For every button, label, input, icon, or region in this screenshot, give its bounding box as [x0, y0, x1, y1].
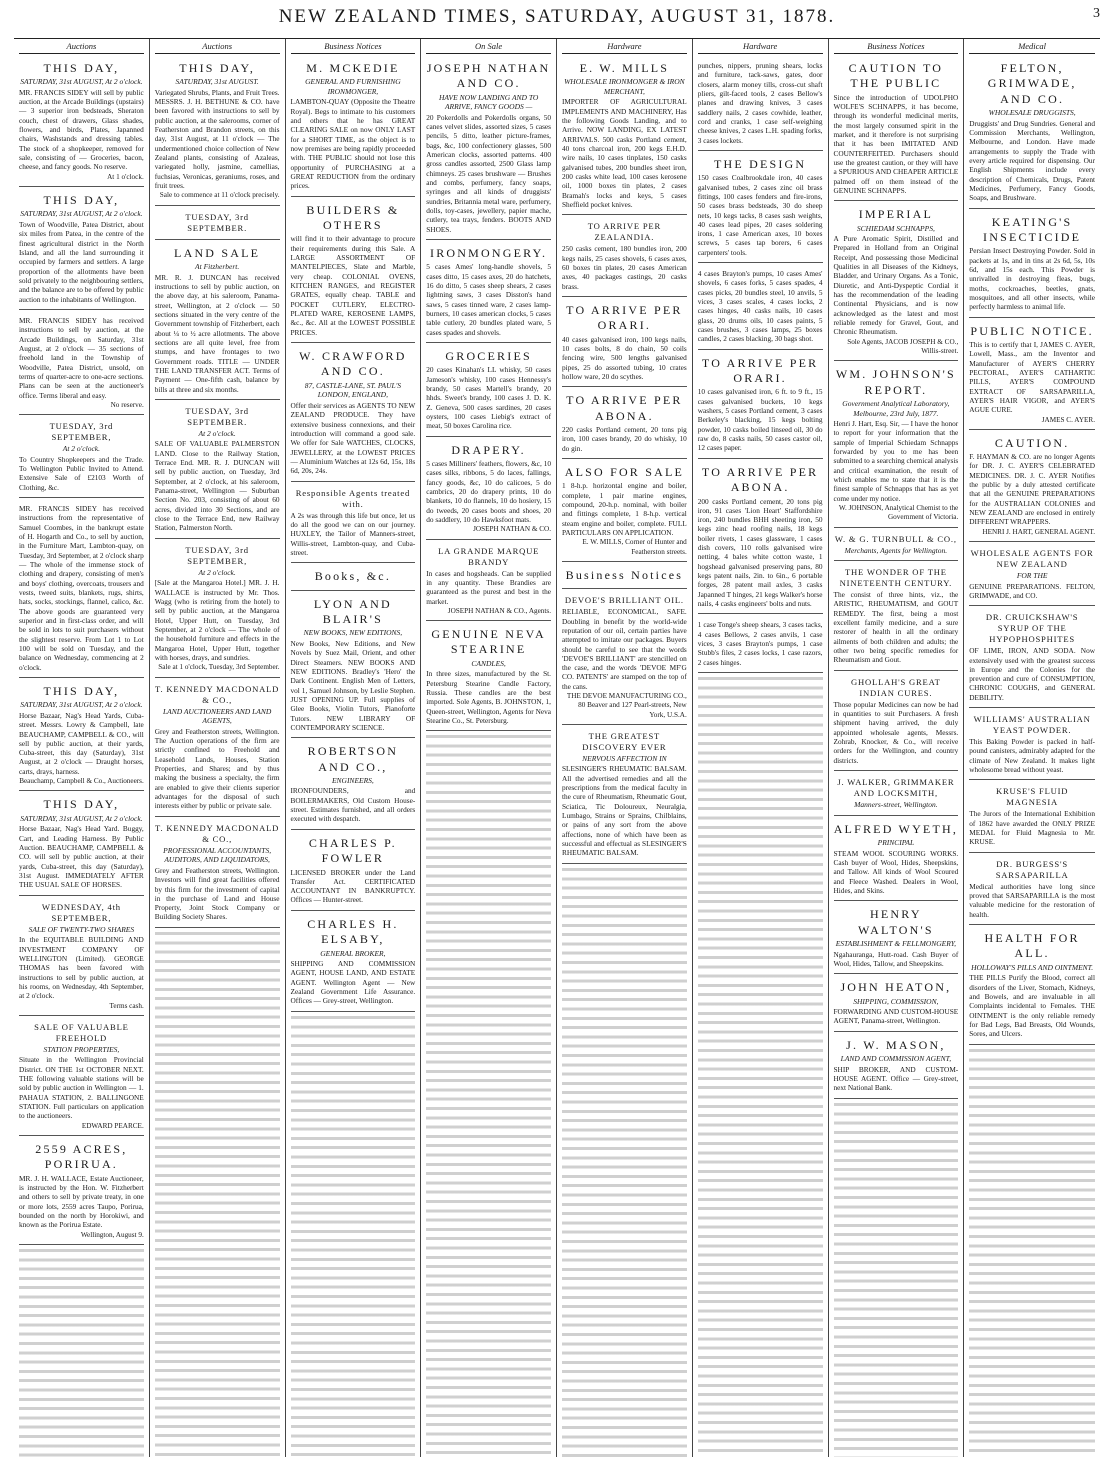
- ad-body: Ngahauranga, Hutt-road. Cash Buyer of Wool, Hides, Tallow, and Sheepskins.: [833, 949, 959, 968]
- ad-body: In the EQUITABLE BUILDING AND INVESTMENT COMPANY OF WELLINGTON (Limited). GEORGE THOMAS has been favored with instructions to sell by public auction, at his rooms, on Wednesday, 4th September, at 2 o'clock.: [19, 935, 144, 1001]
- advertisement: [19, 417, 144, 498]
- ad-subtitle: GENERAL AND FURNISHING IRONMONGER,: [305, 77, 401, 96]
- ad-signature: At 1 o'clock.: [107, 172, 144, 181]
- ad-body: MR. FRANCIS SIDEY has received instructions to sell by auction, at the Arcade Buildings, on Saturday, 31st August, at 2 o'clock — 35 sections of freehold land in the Township of Woodville, Patea District, unsold, on terms of quarter-acre to one-acre sections. Plans can be seen at the auctioneer's office. Terms liberal and easy.: [19, 315, 144, 400]
- column-heading: On Sale: [426, 41, 551, 54]
- column-heading: Business Notices: [834, 41, 959, 54]
- ad-body: Druggists' and Drug Sundries. General and Commission Merchants, Wellington, Melbourne, and London. Have made arrangements to supply the Trade with every article required for dispensing. Our English Shipments include every description of Chemicals, Drugs, Patent Medicines, Perfumery, Fancy Goods, Soaps, and Brushware.: [969, 118, 1095, 203]
- ad-subtitle: GENERAL BROKER,: [320, 948, 386, 958]
- advertisement: [155, 402, 280, 539]
- ad-title: Books, &c.: [314, 569, 392, 584]
- ad-body: 20 Pokerdolls and Pokerdolls organs, 50 canes velvet slides, assorted sizes, 5 cases pencils, 5 ditto, leather picture-frames, bags, &c, 100 confectionery glasses, 500 American clocks, assorted patterns. 400 gross candles assorted, 2500 Glass lamp chimneys. 25 cases brushware — Brushes and combs, perfumery, fancy soaps, syringes and all kinds of druggists' sundries, Britannia metal ware, perfumery, dolls, toy-cases, jewellery, papier mache, cutlery, tea trays, fenders. BOOTS AND SHOES.: [426, 112, 551, 234]
- ad-title: DR. BURGESS'S SARSAPARILLA: [995, 858, 1069, 880]
- ad-body: GENUINE PREPARATIONS. FELTON, GRIMWADE, and CO.: [969, 581, 1095, 600]
- ad-body: Situate in the Wellington Provincial District. ON THE 1st OCTOBER NEXT. THE following valuable stations will be sold by public auction in Wellington — 1. PAHAUA STATION, 2. BALLINGONE STATION. Full particulars on application to the auctioneers.: [19, 1055, 144, 1121]
- ad-body: 150 cases Coalbrookdale iron, 40 cases galvanised tubes, 2 cases zinc oil brass fittings, 100 cases fenders and fire-irons, 50 cases brass bedsteads, 30 do sheep nets, 10 kegs tacks, 8 cases sash weights, 40 cases lead pipes, 20 cases soldering irons, 1 case American axes, 10 boxes screws, 5 cases tap borers, 6 cases carpenters' tools.: [697, 173, 823, 257]
- ad-title: T. KENNEDY MACDONALD & CO.,: [155, 683, 280, 705]
- ad-signature: E. W. MILLS, Corner of Hunter and Featherston streets.: [582, 538, 687, 556]
- ad-body: SHIP BROKER, AND CUSTOM-HOUSE AGENT. Office — Grey-street, next National Bank.: [833, 1064, 959, 1093]
- ad-body: Medical authorities have long since proved that SARSAPARILLA is the most valuable medicine for the restoration of health.: [969, 881, 1095, 919]
- ad-title: Business Notices: [565, 567, 684, 582]
- ad-title: JOHN HEATON,: [840, 980, 952, 995]
- advertisement: [426, 345, 551, 437]
- advertisement: [834, 530, 959, 562]
- ad-title: E. W. MILLS: [579, 60, 670, 75]
- ad-subtitle: LAND AUCTIONEERS AND LAND AGENTS,: [162, 706, 272, 726]
- masthead-title: NEW ZEALAND TIMES, SATURDAY, AUGUST 31, 1878.: [278, 6, 836, 27]
- advertisement: [19, 1138, 144, 1245]
- ad-subtitle: LAND AND COMMISSION AGENT,: [840, 1054, 952, 1064]
- ad-signature: W. JOHNSON, Analytical Chemist to the Government of Victoria.: [838, 504, 959, 522]
- ad-body: SLESINGER'S RHEUMATIC BALSAM. All the advertised remedies and all the prescriptions from the medical faculty in the cure of Rheumatism, Rheumatic Gout, Sciatica, Tic Doloureux, Neuralgia, Lumbago, Strains or Sprains, Chilblains, or pains of any sort from the above affections, none of which have been as successful and effectual as SLESINGER'S RHEUMATIC BALSAM.: [562, 764, 687, 858]
- ad-subtitle: SALE OF TWENTY-TWO SHARES: [28, 924, 135, 934]
- ad-title: TUESDAY, 3rd SEPTEMBER,: [185, 544, 249, 566]
- ad-subtitle: Manners-street, Wellington.: [854, 800, 938, 810]
- ad-body: SALE OF VALUABLE PALMERSTON LAND. Close to the Railway Station, Terrace End. MR. R. J. DUNCAN will sell by public auction, on Tuesday, 3rd September, at 2 o'clock, at his saleroom, Panama-street, Wellington — Suburban Section No. 203, consisting of about 60 acres, divided into 30 Sections, and are close to the Terrace End, new Railway Station, Palmerston North.: [154, 439, 280, 533]
- advertisement: [562, 389, 687, 459]
- ad-title: TUESDAY, 3rd SEPTEMBER.: [185, 211, 249, 233]
- advertisement: [155, 242, 280, 400]
- ad-body: punches, nippers, pruning shears, locks and furniture, tack-saws, gates, door closers, alarm money tills, cross-cut shaft pliers, gilt-faced tools, 2 cases Bellow's planes and drawing knives, 3 cases saddlery nails, 2 cases cowhide, leather, cord and cranks, 1 case self-weighing cheese knives, 2 cases L.H. spading forks, 3 cases lockets.: [697, 60, 823, 145]
- ad-body: Horse Bazaar, Nag's Head Yards, Cuba-street. Messrs. Lowry & Campbell, late BEAUCHAMP, CAMPBELL & CO., will sell by public auction, at their yards, Cuba-street, this day (Saturday), 31st August, at 2 o'clock — Draught horses, carts, drays, harness.: [19, 710, 144, 776]
- ad-title: 2559 ACRES, PORIRUA.: [35, 1141, 128, 1172]
- ad-body: The Jurors of the International Exhibition of 1862 have awarded the ONLY PRIZE MEDAL for Fluid Magnesia to Mr. KRUSE.: [969, 809, 1095, 847]
- ad-body: MR. FRANCIS SIDEY will sell by public auction, at the Arcade Buildings (upstairs) — 3 superior iron bedsteads, Sheraton couch, chest of drawers, Glass shades, flowers, and birds, Plates, Japanned chairs, Washstands and dressing tables. The stock of a shopkeeper, removed for sale, consisting of — Groceries, bacon, cheese, and fancy goods. No reserve.: [19, 87, 144, 172]
- ad-subtitle: NERVOUS AFFECTION IN: [582, 753, 667, 763]
- ad-subtitle: SATURDAY, 31st AUGUST.: [175, 77, 259, 87]
- ad-title: TUESDAY, 3rd SEPTEMBER,: [49, 421, 114, 443]
- ad-title: ALSO FOR SALE: [564, 465, 685, 480]
- ad-body: Persian Insect Destroying Powder. Sold in packets at 1s, and in tins at 2s 6d, 5s, 10s 6d, and 15s each. This Powder is unrivalled in destroying fleas, bugs, moths, cockroaches, beetles, gnats, mosquitoes, and all other insects, while perfectly harmless to animal life.: [969, 246, 1095, 312]
- ad-body: Town of Woodville, Patea District, about six miles from Patea, in the centre of the finest agricultural district in the North Island, and all the land surrounding it occupied by farmers and settlers. A large proportion of the allotments have been sold privately to the neighbouring settlers, and the balance are to be offered by public auction to the inhabitants of Wellington.: [19, 219, 144, 304]
- ad-body: LICENSED BROKER under the Land Transfer Act. CERTIFICATED ACCOUNTANT IN BANKRUPTCY. Offices — Hunter-street.: [290, 867, 416, 905]
- ad-title: WM. JOHNSON'S REPORT.: [835, 367, 956, 397]
- ad-signature: HENRI J. HART, GENERAL AGENT.: [982, 527, 1095, 536]
- advertisement: [291, 593, 416, 739]
- advertisement: [291, 199, 416, 343]
- ad-body: IRONFOUNDERS, and BOILERMAKERS, Old Custom House-street. Estimates furnished, and all orders executed with despatch.: [290, 786, 416, 824]
- ad-body: A 2s was through this life but once, let us do all the good we can on our journey. HUXLEY, the Tailor of Manners-street, Willis-street, Lambton-quay, and Cuba-street.: [290, 510, 416, 557]
- advertisement: [562, 591, 687, 725]
- ad-title: J. W. MASON,: [846, 1037, 946, 1052]
- ad-body: 220 casks Portland cement, 20 tons pig iron, 100 cases brandy, 20 do whisky, 10 do gin.: [562, 425, 687, 453]
- ad-title: BUILDERS & OTHERS: [306, 202, 400, 233]
- ad-title: THIS DAY,: [43, 683, 120, 698]
- ad-subtitle: At 2 o'clock.: [198, 567, 236, 577]
- column-6: [693, 39, 829, 1457]
- ad-body: 200 casks Portland cement, 20 tons pig iron, 91 cases 'Lion Heart' Staffordshire iron, 240 bundles BHH sheeting iron, 50 kegs zinc head roofing nails, 18 kegs boiler rivets, 1 cases glassware, 1 cases dish covers, 110 rolls galvanised wire netting, 4 bales white cotton waste, 1 hogshead galvanised preserving pans, 80 kegs patent nails, 2in. to 6in., 6 portable forges, 28 patent mail axles, 3 casks Japanned T hinges, 21 kegs Walker's horse nails, 4 casks engineers' bolts and nuts.: [697, 496, 823, 609]
- advertisement: [155, 680, 280, 817]
- ad-body: 5 cases Ames' long-handle shovels, 5 cases ditto, 15 cases axes, 20 do hatchets, 16 do ditto, 5 cases sheep shears, 2 cases lightning saws, 3 cases Disston's hand saws, 5 cases tinned ware, 2 cases lamp-burners, 10 cases american clocks, 5 cases table cutlery, 20 bundles plated ware, 5 cases spades and shovels.: [426, 262, 551, 337]
- ad-title: LA GRANDE MARQUE BRANDY: [438, 545, 540, 567]
- ad-body: This Baking Powder is packed in half-pound canisters, admirably adapted for the climate of New Zealand. It makes light wholesome bread without yeast.: [969, 737, 1095, 775]
- ad-title: CHARLES H. ELSABY,: [307, 916, 399, 947]
- column-text-continuation: [291, 1014, 416, 1457]
- ad-body: This is to certify that I, JAMES C. AYER, Lowell, Mass., am the Inventor and Manufacturer of AYER'S CHERRY PECTORAL, AYER'S CATHARTIC PILLS, AYER'S COMPOUND EXTRACT OF SARSAPARILLA, AYER'S HAIR VIGOR, and AYER'S AGUE CURE.: [969, 339, 1095, 415]
- ad-body: 250 casks cement, 180 bundles iron, 200 kegs nails, 25 cases shovels, 6 cases axes, 60 boxes tin plates, 20 cases American axes, 40 packages castings, 20 casks brass.: [562, 244, 687, 291]
- advertisement: [562, 461, 687, 562]
- ad-subtitle: At 2 o'clock.: [62, 444, 100, 454]
- advertisement: [291, 345, 416, 482]
- ad-body: New Books, New Editions, and New Novels by Suez Mail, Orient, and other Direct Steamers. NEW BOOKS AND NEW EDITIONS. Bradley's 'Hero' the Dark Continent. English Men of Letters, vol 1, Samuel Johnson, by Leslie Stephen. JUST OPENING UP. Full supplies of Glee Books, Violin Tutors, Pianoforte Tutors. NEW LIBRARY OF CONTEMPORARY SCIENCE.: [290, 638, 416, 732]
- ad-signature: Sale to commence at 11 o'clock precisely.: [159, 191, 280, 200]
- ad-subtitle: SATURDAY, 31st AUGUST, At 2 o'clock.: [20, 700, 143, 710]
- ad-title: IMPERIAL: [858, 207, 934, 222]
- ad-body: OF LIME, IRON, AND SODA. Now extensively used with the greatest success in Europe and the Colonies for the prevention and cure of CONSUMPTION, CHRONIC COUGHS, and GENERAL DEBILITY.: [969, 646, 1095, 702]
- advertisement: [426, 242, 551, 343]
- ad-subtitle: WHOLESALE IRONMONGER & IRON MERCHANT,: [564, 77, 685, 96]
- ad-signature: Sale at 1 o'clock, Tuesday, 3rd September.: [158, 663, 280, 672]
- advertisement: [562, 299, 687, 387]
- advertisement: [834, 903, 959, 974]
- ad-body: 10 cases galvanised iron, 6 ft. to 9 ft., 15 cases galvanised buckets, 10 kegs washers, 5 cases Portland cement, 3 cases Berkeley's blacking, 15 kegs bolting powder, 10 casks boiled linseed oil, 30 do raw do, 8 casks nails, 50 cases castor oil, 12 cases paper.: [697, 387, 823, 453]
- column-1: [14, 39, 150, 1457]
- ad-title: W. CRAWFORD AND CO.: [299, 349, 407, 379]
- advertisement: [291, 484, 416, 564]
- ad-title: THIS DAY,: [179, 60, 256, 75]
- column-2: [150, 39, 286, 1457]
- ad-title: DRAPERY.: [451, 442, 526, 457]
- column-heading: Auctions: [155, 41, 280, 54]
- ad-title: GROCERIES: [445, 349, 532, 364]
- advertisement: [698, 57, 823, 151]
- advertisement: [698, 352, 823, 459]
- ad-signature: JAMES C. AYER.: [1041, 415, 1095, 424]
- ad-body: Variegated Shrubs, Plants, and Fruit Trees. MESSRS. J. H. BETHUNE & CO. have been favored with instructions to sell by public auction, at the salerooms, corner of Featherston and Brandon streets, on this day, 31st August, at 11 o'clock — The undermentioned choice collection of New Zealand plants, consisting of Azaleas, variegated holly, jasmine, camellias, fuchsias, Veronicas, geraniums, roses, and fruit trees.: [154, 87, 280, 191]
- advertisement: [969, 608, 1095, 708]
- ad-body: MR. J. H. WALLACE, Estate Auctioneer, is instructed by the Hon. W. Fitzherbert and others to sell by private treaty, in one or more lots, 2559 acres Taupo, Porirua, bounded on the north by Horokiwi, and known as the Porirua Estate.: [19, 1173, 144, 1230]
- advertisement: [969, 710, 1095, 780]
- ad-title: WEDNESDAY, 4th SEPTEMBER,: [41, 901, 121, 923]
- ad-body: 40 cases galvanised iron, 100 kegs nails, 10 cases bolts, 8 do chain, 50 coils fencing wire, 500 lengths galvanised pipes, 25 do assorted tubing, 10 crates hollow ware, 20 do scythes.: [562, 334, 687, 382]
- ad-title: J. WALKER, GRIMMAKER AND LOCKSMITH,: [837, 777, 955, 799]
- ad-signature: Sole Agents, JACOB JOSEPH & CO., Willis-street.: [847, 337, 959, 355]
- advertisement: [562, 727, 687, 864]
- ad-body: A Pure Aromatic Spirit, Distilled and Prepared in Holland from an Original Receipt, And possessing those Medicinal Qualities in all Diseases of the Kidneys, Bladder, and Urinary Organs. As a Tonic, Diuretic, and Anti-Dyspeptic Cordial it has the recommendation of the leading Continental Physicians, and is now acknowledged as the latest and most reliable remedy for Gravel, Gout, and Chronic Rheumatism.: [833, 234, 959, 337]
- ad-signature: No reserve.: [110, 400, 144, 409]
- advertisement: [969, 57, 1095, 209]
- ad-title: SALE OF VALUABLE FREEHOLD: [34, 1021, 129, 1043]
- column-3: [286, 39, 422, 1457]
- column-text-continuation: [969, 1047, 1095, 1457]
- ad-subtitle: HOLLOWAY'S PILLS AND OINTMENT.: [971, 962, 1094, 972]
- column-heading: Hardware: [562, 41, 687, 54]
- ad-subtitle: WHOLESALE DRUGGISTS,: [988, 107, 1076, 117]
- advertisement: [562, 564, 687, 589]
- advertisement: [969, 544, 1095, 606]
- ad-body: Since the introduction of UDOLPHO WOLFE'S SCHNAPPS, it has become, through its wonderful medicinal merits, the most largely consumed spirit in the market, and it therefore is not surprising that it has been IMITATED AND COUNTERFEITED. Purchasers should use the greatest caution, or they will have a SPURIOUS AND CHEAPER ARTICLE palmed off on them instead of the GENUINE SCHNAPPS.: [833, 92, 959, 195]
- ad-signature: Beauchamp, Campbell & Co., Auctioneers.: [19, 777, 144, 786]
- ad-subtitle: PRINCIPAL: [877, 837, 915, 847]
- ad-title: DR. CRUICKSHAW'S SYRUP OF THE HYPOPHOSPHITES: [985, 612, 1079, 645]
- ad-subtitle: SHIPPING, COMMISSION,: [853, 996, 939, 1006]
- advertisement: [698, 265, 823, 350]
- ad-subtitle: Merchants, Agents for Wellington.: [844, 545, 948, 555]
- ad-body: RELIABLE, ECONOMICAL, SAFE. Doubling in benefit by the world-wide reputation of our oil, certain parties have attempted to imitate our packages. Buyers should be careful to see that the words 'DEVOE'S BRILLIANT' are stencilled on the case, and the words 'DEVOE MF'G CO. PATENTS' are stamped on the top of the cans.: [562, 607, 687, 691]
- ad-title: ALFRED WYETH,: [833, 821, 959, 836]
- ad-title: TO ARRIVE PER ORARI.: [566, 303, 683, 333]
- advertisement: [19, 793, 144, 895]
- ad-title: THIS DAY,: [43, 797, 120, 812]
- ad-title: KRUSE'S FLUID MAGNESIA: [995, 786, 1069, 808]
- ad-title: PUBLIC NOTICE.: [970, 323, 1094, 338]
- ad-body: FORWARDING AND CUSTOM-HOUSE AGENT, Panama-street, Wellington.: [833, 1007, 959, 1026]
- ad-title: M. MCKEDIE: [306, 60, 400, 75]
- column-heading: Business Notices: [291, 41, 416, 54]
- advertisement: [698, 461, 823, 615]
- ad-body: In cases and hogsheads. Can be supplied in any quantity. These Brandies are guaranteed as the purest and best in the market.: [426, 568, 551, 606]
- ad-subtitle: At 2 o'clock.: [198, 428, 236, 438]
- ad-subtitle: SATURDAY, 31st AUGUST, At 2 o'clock.: [20, 813, 143, 823]
- ad-body: The consist of three hints, viz., the ARISTIC, RHEUMATISM, and GOUT REMEDY. The first, being a most excellent family medicine, and a sure restorer of health in all the ordinary ailments of both children and adults; the other two being specific remedies for Rheumatism and Gout.: [833, 590, 959, 665]
- ad-subtitle: PROFESSIONAL ACCOUNTANTS, AUDITORS, AND LIQUIDATORS,: [163, 845, 272, 865]
- ad-title: THE DESIGN: [713, 156, 807, 171]
- advertisement: [19, 500, 144, 678]
- column-heading: Auctions: [19, 41, 144, 54]
- ad-subtitle: Government Analytical Laboratory, Melbourne, 23rd July, 1877.: [842, 398, 950, 418]
- ad-subtitle: SCHIEDAM SCHNAPPS,: [856, 223, 935, 233]
- ad-body: 1 8-h.p. horizontal engine and boiler, complete, 1 pair marine engines, compound, 20-h.p. nominal, with boiler and fittings complete, 1 8-h.p. vertical steam engine and boiler, complete. FULL PARTICULARS ON APPLICATION.: [562, 481, 687, 538]
- advertisement: [834, 57, 959, 201]
- ad-body: 1 case Tonge's sheep shears, 3 cases tacks, 4 cases Bellows, 2 cases anvils, 1 case vices, 3 cases Brayton's pumps, 1 case Stubb's files, 2 cases locks, 1 case razors, 2 cases hinges.: [697, 620, 823, 667]
- column-heading: Hardware: [698, 41, 823, 54]
- ad-signature: EDWARD PEARCE.: [81, 1121, 144, 1130]
- column-8: [964, 39, 1100, 1457]
- ad-subtitle: STATION PROPERTIES,: [43, 1044, 120, 1054]
- ad-body: Those popular Medicines can now be had in quantities to suit Purchasers. A fresh shipment having arrived, the duly appointed wholesale agents, Messrs. Zohrab, Knocker, & Co., will receive orders for the Wellington, and country districts.: [833, 699, 959, 765]
- ad-title: CAUTION.: [994, 435, 1070, 450]
- ad-body: 4 cases Brayton's pumps, 10 cases Ames' shovels, 6 cases forks, 5 cases spades, 4 cases picks, 20 bundles steel, 10 anvils, 5 vices, 3 cases scales, 4 cases locks, 2 cases hinges, 40 casks nails, 10 cases glass, 20 drums oils, 10 cases paints, 5 cases brushes, 3 cases lamps, 25 boxes candles, 2 cases blacking, 30 bags shot.: [697, 269, 823, 344]
- ad-body: IMPORTER OF AGRICULTURAL IMPLEMENTS AND MACHINERY, Has the following Goods Landing, and to Arrive. NOW LANDING, EX LATEST ARRIVALS. 500 casks Portland cement, 40 tons charcoal iron, 200 kegs E.H.D. wire nails, 10 cases tinplates, 150 casks galvanised tubes, 200 bundles sheet iron, 200 casks white lead, 100 cases kerosene oil, 1000 boxes tin plates, 2 cases Bramah's locks and keys, 5 cases Sheffield pocket knives.: [562, 97, 687, 210]
- ad-subtitle: FOR THE: [1016, 570, 1048, 580]
- ad-title: THE GREATEST DISCOVERY EVER: [582, 730, 667, 752]
- column-4: [421, 39, 557, 1457]
- ad-title: KEATING'S INSECTICIDE: [983, 214, 1082, 244]
- ad-body: 5 cases Milliners' feathers, flowers, &c, 10 cases silks, ribbons, 5 do laces, fallings, fancy goods, &c, 10 do calicoes, 5 do cambrics, 20 do drapery prints, 10 do blankets, 10 do flannels, 10 do hosiery, 15 do tweeds, 20 cases boots and shoes, 20 do saddlery, 10 do Hawksfoot mats.: [426, 459, 551, 525]
- advertisement: [969, 432, 1095, 542]
- ad-subtitle: At Fitzherbert.: [195, 262, 240, 272]
- advertisement: [291, 565, 416, 590]
- column-5: [557, 39, 693, 1457]
- ad-title: GHOLLAH'S GREAT INDIAN CURES.: [851, 676, 941, 698]
- ad-body: Henri J. Hart, Esq. Sir, — I have the honor to report for your information that the sample of Imperial Schiedam Schnapps forwarded by you to me has been submitted to a searching chemical analysis and critical examination, the result of which enables me to state that it is the finest sample of Schnapps that has as yet come under my notice.: [833, 419, 959, 503]
- advertisement: [291, 913, 416, 1012]
- page-number: 3: [1093, 6, 1100, 21]
- advertisement: [834, 976, 959, 1032]
- ad-title: Responsible Agents treated with.: [295, 487, 411, 509]
- ad-body: LAMBTON-QUAY (Opposite the Theatre Royal). Begs to intimate to his customers and others that he has GREAT CLEARING SALE on now ONLY LAST for a SHORT TIME, as the object is to now premises are being rapidly proceeded with. THE PUBLIC should not lose this opportunity of PURCHASING at a GREAT REDUCTION from the ordinary prices.: [290, 97, 416, 191]
- advertisement: [834, 673, 959, 771]
- ad-title: ROBERTSON AND CO.,: [307, 744, 399, 774]
- column-heading: Medical: [969, 41, 1095, 54]
- column-text-continuation: [19, 1247, 144, 1457]
- ad-body: Horse Bazaar, Nag's Head Yard. Buggy, Cart, and Leading Harness. By Public Auction. BEAUCHAMP, CAMPBELL & CO. will sell by public auction, at their yards, Cuba-street, this day (Saturday), 31st August. IMMEDIATELY AFTER THE USUAL SALE OF HORSES.: [19, 824, 144, 890]
- advertisement: [969, 782, 1095, 852]
- ad-title: TUESDAY, 3rd SEPTEMBER.: [185, 405, 249, 427]
- ad-body: 20 cases Kinahan's LL whisky, 50 cases Jameson's whisky, 100 cases Hennessy's brandy, 50 cases Martell's brandy, 20 hhds. Sweet's brandy, 100 cases J. D. K. Z. Geneva, 500 cases sardines, 20 cases oysters, 100 cases Liebig's extract of meat, 50 boxes Carolina rice.: [426, 365, 551, 431]
- column-7: [829, 39, 965, 1457]
- ad-signature: JOSEPH NATHAN & CO., Agents.: [447, 606, 551, 615]
- advertisement: [19, 57, 144, 187]
- newspaper-columns: [14, 38, 1100, 1457]
- advertisement: [155, 819, 280, 928]
- ad-title: LAND SALE: [174, 245, 261, 260]
- ad-title: W. & G. TURNBULL & CO.,: [834, 533, 957, 544]
- advertisement: [834, 773, 959, 816]
- column-text-continuation: [562, 866, 687, 1457]
- ad-title: HEALTH FOR ALL.: [984, 931, 1080, 961]
- ad-title: GENUINE NEVA STEARINE: [431, 627, 546, 657]
- ad-body: Grey and Featherston streets, Wellington. Investors will find great facilities offered by this firm for the investment of capital in the purchase of Land and House Property, Joint Stock Company or Building Society Shares.: [154, 865, 280, 922]
- ad-body: will find it to their advantage to procure their requirements during this Sale. A LARGE ASSORTMENT OF MANTELPIECES, Slate and Marble, very cheap. COLONIAL OVENS, KITCHEN RANGES, and REGISTER GRATES, equally cheap. TABLE and POCKET CUTLERY, ELECTRO-PLATED WARE, KEROSENE LAMPS, &c., &c. All at the LOWEST POSSIBLE PRICES.: [290, 234, 416, 337]
- ad-title: WILLIAMS' AUSTRALIAN YEAST POWDER.: [973, 714, 1091, 736]
- ad-body: Grey and Featherston streets, Wellington. The Auction operations of the firm are strictly confined to Freehold and Leasehold Lands, Houses, Station Properties, and Shares; and by thus making the business a specialty, the firm are enabled to give their clients superior advantages for the disposal of such interests either by public or private sale.: [154, 726, 280, 811]
- advertisement: [19, 1018, 144, 1136]
- advertisement: [19, 898, 144, 1016]
- ad-title: TO ARRIVE PER ORARI.: [701, 355, 819, 386]
- ad-body: To Country Shopkeepers and the Trade. To Wellington Public Invited to Attend. Extensive Sale of £2103 Worth of Clothing, &c.: [19, 454, 144, 492]
- advertisement: [426, 439, 551, 540]
- advertisement: [426, 57, 551, 240]
- ad-body: F. HAYMAN & CO. are no longer Agents for DR. J. C. AYER'S CELEBRATED MEDICINES. DR. J. C. AYER Notifies the public by a duly attested certificate that all the GENUINE PREPARATIONS for the AUSTRALIAN COLONIES and NEW ZEALAND are enclosed in entirely DIFFERENT WRAPPERS.: [969, 452, 1095, 527]
- ad-subtitle: ESTABLISHMENT & FELLMONGERY,: [835, 938, 957, 948]
- advertisement: [562, 57, 687, 215]
- advertisement: [969, 855, 1095, 925]
- ad-title: FELTON, GRIMWADE, AND CO.: [987, 60, 1077, 106]
- ad-subtitle: CANDLES,: [471, 658, 506, 668]
- ad-body: STEAM WOOL SCOURING WORKS. Cash buyer of Wool, Hides, Sheepskins, and Tallow. All kinds of Wool Scoured and Fleece Washed. Dealers in Wool, Hides, and Skins.: [833, 848, 959, 895]
- masthead: [0, 0, 1114, 34]
- ad-title: LYON AND BLAIR'S: [313, 596, 392, 626]
- ad-body: In three sizes, manufactured by the St. Petersburg Stearine Candle Factory, Russia. These candles are the best imported. Sole Agents, B. JOHNSTON, 1, Queen-street, Wellington, Agents for Neva Stearine Co., St. Petersburg.: [426, 669, 551, 726]
- ad-title: TO ARRIVE PER ZEALANDIA.: [587, 221, 662, 243]
- ad-signature: JOSEPH NATHAN & CO.: [473, 525, 551, 534]
- advertisement: [698, 616, 823, 673]
- advertisement: [834, 203, 959, 361]
- ad-title: HENRY WALTON'S: [857, 907, 934, 937]
- ad-title: CAUTION TO THE PUBLIC: [848, 60, 944, 91]
- ad-body: THE PILLS Purify the Blood, correct all disorders of the Liver, Stomach, Kidneys, and Bowels, and are invaluable in all Complaints incidental to Females. THE OINTMENT is the only reliable remedy for Bad Legs, Bad Breasts, Old Wounds, Sores, and Ulcers.: [969, 973, 1095, 1039]
- advertisement: [291, 740, 416, 830]
- ad-body: MR. FRANCIS SIDEY has received instructions from the representative of Samuel Coombes, in the bankrupt estate of H. Hogarth and Co., to sell by auction, in the Furniture Mart, Lambton-quay, on Tuesday, 3rd September, at 2 o'clock sharp — The whole of the immense stock of clothing and drapery, consisting of men's and boys' clothing, overcoats, trousers and vests, tweed suits, blankets, rugs, shirts, hats, socks, stockings, flannel, calico, &c. The above goods are guaranteed very superior and in first-class order, and will be sold in lots to suit purchasers without the slightest reserve. From Lot 1 to Lot 100 will be sold on Tuesday, and the balance on Wednesday, commencing at 2 o'clock.: [19, 503, 144, 672]
- ad-signature: Wellington, August 9.: [80, 1230, 144, 1239]
- ad-title: CHARLES P. FOWLER: [308, 835, 397, 866]
- ad-title: DEVOE'S BRILLIANT OIL.: [564, 595, 684, 606]
- ad-subtitle: SATURDAY, 31st AUGUST, At 2 o'clock.: [20, 77, 143, 87]
- ad-title: TO ARRIVE PER ABONA.: [701, 464, 819, 495]
- ad-signature: THE DEVOE MANUFACTURING CO., 80 Beaver and 127 Pearl-streets, New York, U.S.A.: [566, 692, 687, 719]
- advertisement: [426, 623, 551, 731]
- advertisement: [969, 211, 1095, 318]
- ad-subtitle: SATURDAY, 31st AUGUST, At 2 o'clock.: [20, 209, 143, 219]
- ad-subtitle: NEW BOOKS, NEW EDITIONS,: [303, 628, 403, 638]
- ad-body: [Sale at the Mangaroa Hotel.] MR. J. H. WALLACE is instructed by Mr. Thos. Wagg (who is retiring from the hotel) to sell by public auction, at the Mangaroa Hotel, Upper Hutt, on Tuesday, 3rd September, at 2 o'clock — The whole of the household furniture and effects in the Mangaroa Hotel, Upper Hutt, together with horses, drays, and sundries.: [154, 578, 280, 662]
- ad-title: IRONMONGERY.: [430, 246, 548, 261]
- advertisement: [562, 217, 687, 297]
- column-text-continuation: [698, 675, 823, 1457]
- advertisement: [155, 57, 280, 206]
- advertisement: [834, 818, 959, 902]
- advertisement: [426, 542, 551, 622]
- ad-subtitle: ENGINEERS,: [331, 775, 374, 785]
- ad-title: THE WONDER OF THE NINETEENTH CENTURY.: [839, 567, 953, 589]
- column-text-continuation: [155, 930, 280, 1457]
- advertisement: [19, 189, 144, 310]
- column-text-continuation: [834, 1101, 959, 1457]
- ad-body: SHIPPING AND COMMISSION AGENT, HOUSE LAND, AND ESTATE AGENT. Wellington Agent — New Zealand Government Life Assurance. Offices — Grey-street, Wellington.: [290, 959, 416, 1006]
- advertisement: [834, 563, 959, 671]
- column-text-continuation: [426, 733, 551, 1457]
- advertisement: [834, 363, 959, 527]
- ad-title: THIS DAY,: [43, 193, 120, 207]
- ad-subtitle: HAVE NOW LANDING AND TO ARRIVE, FANCY GOODS —: [438, 92, 539, 112]
- advertisement: [291, 57, 416, 197]
- advertisement: [834, 1034, 959, 1099]
- ad-title: WHOLESALE AGENTS FOR NEW ZEALAND: [970, 547, 1094, 569]
- ad-signature: Terms cash.: [109, 1001, 144, 1010]
- advertisement: [698, 153, 823, 263]
- ad-body: MR. R. J. DUNCAN has received instructions to sell by public auction, on the above day, at his saleroom, Panama-street, Wellington, at 2 o'clock — 50 sections situated in the very centre of the Government township of Fitzherbert, each about ¼ to ½ acre allotments. The above sections are all quite level, free from stumps, and have frontages to two Government roads. TITLE — UNDER THE LAND TRANSFER ACT. Terms of Payment — One-fifth cash, balance by bills at three and six months.: [154, 272, 280, 394]
- advertisement: [19, 312, 144, 415]
- ad-title: THIS DAY,: [43, 60, 120, 75]
- advertisement: [969, 320, 1095, 430]
- ad-title: JOSEPH NATHAN AND CO.: [426, 60, 551, 91]
- advertisement: [969, 927, 1095, 1045]
- advertisement: [291, 832, 416, 911]
- advertisement: [155, 541, 280, 678]
- ad-title: TO ARRIVE PER ABONA.: [566, 393, 683, 423]
- advertisement: [19, 680, 144, 791]
- advertisement: [155, 208, 280, 240]
- ad-title: T. KENNEDY MACDONALD & CO.,: [155, 822, 280, 844]
- ad-subtitle: 87, CASTLE-LANE, ST. PAUL'S LONDON, ENGLAND,: [304, 380, 402, 400]
- ad-body: Offer their services as AGENTS TO NEW ZEALAND PRODUCE. They have extensive business connexions, and their introduction will command a good sale. We offer for Sale WATCHES, CLOCKS, JEWELLERY, at the LOWEST PRICES — Aluminium Watches at 12s 6d, 15s, 18s 6d, 20s, 24s.: [290, 400, 416, 476]
